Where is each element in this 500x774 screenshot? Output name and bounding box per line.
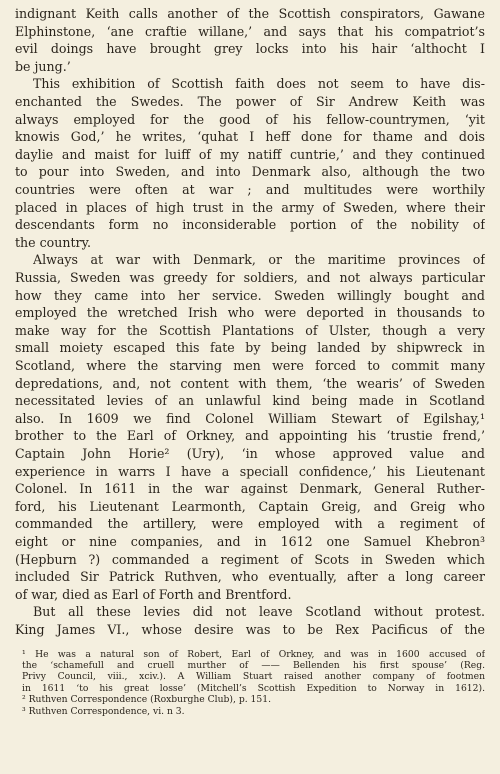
text-line: commanded the artillery, were employed with a regiment of: [15, 516, 485, 532]
footnote-line: in 1611 ‘to his great losse’ (Mitchell’s Scottish Expedition to Norway in 1612).: [22, 682, 485, 694]
text-line: Always at war with Denmark, or the maritime provinces of: [33, 252, 485, 268]
text-line: how they came into her service. Sweden willingly bought and: [15, 287, 485, 303]
text-line: Russia, Sweden was greedy for soldiers, and not always particular: [15, 270, 485, 285]
footnote-line: ² Ruthven Correspondence (Roxburghe Club), p. 151.: [22, 694, 272, 706]
text-line: depredations, and, not content with them, ‘the wearis’ of Sweden: [15, 375, 485, 391]
text-line: knowis God,’ he writes, ‘quhat I heff done for thame and dois: [15, 129, 485, 145]
text-line: countries were often at war ; and multitudes were worthily: [15, 182, 485, 197]
text-line: always employed for the good of his fellow-countrymen, ‘yit: [15, 111, 485, 127]
footnote-line: ¹ He was a natural son of Robert, Earl of Orkney, and was in 1600 accused of: [22, 648, 485, 660]
text-line: Elphinstone, ‘ane craftie willane,’ and says that his compatriot’s: [15, 23, 485, 39]
text-line: make way for the Scottish Plantations of Ulster, though a very: [15, 322, 485, 338]
text-line: eight or nine companies, and in 1612 one Samuel Khebron³: [15, 534, 485, 549]
text-line: daylie and maist for luiff of my natiff cuntrie,’ and they continued: [15, 146, 485, 162]
text-line: be jung.’: [15, 58, 71, 74]
text-line: to pour into Sweden, and into Denmark also, although the two: [15, 164, 485, 180]
text-line: included Sir Patrick Ruthven, who eventually, after a long career: [15, 569, 485, 585]
text-line: ford, his Lieutenant Learmonth, Captain Greig, and Greig who: [15, 498, 485, 514]
text-line: Captain John Horie² (Ury), ‘in whose approved value and: [15, 446, 485, 461]
text-line: evil doings have brought grey locks into his hair ‘althocht I: [15, 41, 485, 57]
text-line: experience in warrs I have a speciall confidence,’ his Lieutenant: [15, 463, 485, 479]
footnote-line: the ‘schamefull and cruell murther of —— Bellenden his first spouse’ (Reg.: [22, 660, 485, 671]
text-line: enchanted the Swedes. The power of Sir Andrew Keith was: [15, 94, 485, 109]
text-line: But all these levies did not leave Scotland without protest.: [33, 604, 485, 620]
text-line: brother to the Earl of Orkney, and appointing his ‘trustie frend,’: [15, 428, 485, 444]
text-line: employed the wretched Irish who were deported in thousands to: [15, 305, 485, 321]
text-line: necessitated levies of an unlawful kind being made in Scotland: [15, 393, 485, 409]
text-line: the country.: [15, 234, 92, 250]
text-line: King James VI., whose desire was to be Rex Pacificus of the: [15, 622, 485, 637]
text-line: Colonel. In 1611 in the war against Denmark, General Ruther-: [15, 481, 485, 497]
footnote-line: Privy Council, viii., xciv.). A William Stuart raised another company of footmen: [22, 671, 485, 683]
text-line: indignant Keith calls another of the Scottish conspirators, Gawane: [15, 6, 485, 21]
text-line: small moiety escaped this fate by being landed by shipwreck in: [15, 340, 485, 356]
text-line: Scotland, where the starving men were forced to commit many: [15, 358, 485, 373]
text-line: of war, died as Earl of Forth and Brentford.: [15, 586, 292, 602]
text-line: descendants form no inconsiderable portion of the nobility of: [15, 217, 485, 233]
text-line: (Hepburn ?) commanded a regiment of Scots in Sweden which: [15, 551, 485, 567]
text-line: placed in places of high trust in the army of Sweden, where their: [15, 199, 485, 215]
text-line: This exhibition of Scottish faith does not seem to have dis-: [33, 76, 485, 92]
text-line: also. In 1609 we find Colonel William Stewart of Egilshay,¹: [15, 410, 485, 426]
footnote-line: ³ Ruthven Correspondence, vi. n 3.: [22, 705, 185, 717]
